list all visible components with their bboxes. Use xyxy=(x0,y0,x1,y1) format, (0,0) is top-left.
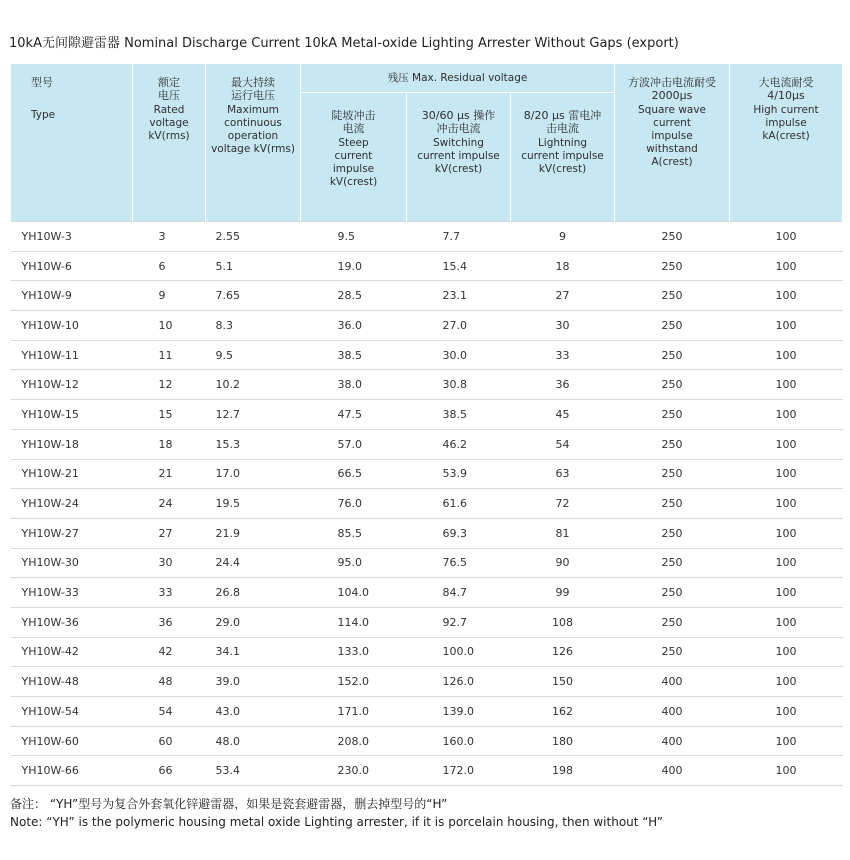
cell-steep: 133.0 xyxy=(301,637,407,667)
cell-steep: 36.0 xyxy=(301,311,407,341)
cell-maxop: 48.0 xyxy=(206,726,301,756)
cell-high: 100 xyxy=(730,251,843,281)
cell-maxop: 12.7 xyxy=(206,400,301,430)
cell-switch: 139.0 xyxy=(407,697,511,727)
cell-rated: 54 xyxy=(133,697,206,727)
cell-rated: 33 xyxy=(133,578,206,608)
spec-table xyxy=(10,64,843,786)
cell-high: 100 xyxy=(730,222,843,252)
cell-type: YH10W-3 xyxy=(11,222,133,252)
table-row xyxy=(11,370,843,400)
table-row xyxy=(11,489,843,519)
cell-type: YH10W-9 xyxy=(11,281,133,311)
cell-square: 250 xyxy=(615,548,730,578)
table-row xyxy=(11,548,843,578)
cell-type: YH10W-36 xyxy=(11,607,133,637)
header-rated xyxy=(133,64,206,222)
cell-lightning: 72 xyxy=(511,489,615,519)
cell-switch: 46.2 xyxy=(407,429,511,459)
cell-steep: 57.0 xyxy=(301,429,407,459)
cell-square: 250 xyxy=(615,578,730,608)
cell-square: 250 xyxy=(615,370,730,400)
cell-type: YH10W-21 xyxy=(11,459,133,489)
table-row xyxy=(11,667,843,697)
cell-switch: 23.1 xyxy=(407,281,511,311)
cell-type: YH10W-60 xyxy=(11,726,133,756)
cell-high: 100 xyxy=(730,578,843,608)
cell-high: 100 xyxy=(730,518,843,548)
cell-lightning: 108 xyxy=(511,607,615,637)
cell-maxop: 43.0 xyxy=(206,697,301,727)
cell-switch: 38.5 xyxy=(407,400,511,430)
note-english: Note: “YH” is the polymeric housing metal oxide Lighting arrester, if it is porcelain housing, then without “H” xyxy=(10,815,664,829)
cell-rated: 6 xyxy=(133,251,206,281)
cell-type: YH10W-18 xyxy=(11,429,133,459)
cell-steep: 85.5 xyxy=(301,518,407,548)
cell-steep: 152.0 xyxy=(301,667,407,697)
cell-switch: 30.8 xyxy=(407,370,511,400)
cell-steep: 104.0 xyxy=(301,578,407,608)
cell-maxop: 2.55 xyxy=(206,222,301,252)
table-row xyxy=(11,697,843,727)
header-switch-cn: 30/60 μs 操作冲击电流 xyxy=(421,109,496,135)
cell-high: 100 xyxy=(730,726,843,756)
table-row xyxy=(11,726,843,756)
cell-switch: 53.9 xyxy=(407,459,511,489)
cell-high: 100 xyxy=(730,311,843,341)
cell-maxop: 17.0 xyxy=(206,459,301,489)
cell-square: 250 xyxy=(615,311,730,341)
header-high-en: High current impulse kA(crest) xyxy=(753,104,819,142)
cell-type: YH10W-48 xyxy=(11,667,133,697)
header-maxop-cn: 最大持续 运行电压 xyxy=(231,76,275,102)
cell-square: 400 xyxy=(615,756,730,786)
cell-rated: 18 xyxy=(133,429,206,459)
cell-square: 250 xyxy=(615,637,730,667)
cell-steep: 38.0 xyxy=(301,370,407,400)
header-square xyxy=(615,64,730,222)
header-lightning-cn: 8/20 μs 雷电冲击电流 xyxy=(523,109,602,135)
cell-maxop: 7.65 xyxy=(206,281,301,311)
cell-maxop: 19.5 xyxy=(206,489,301,519)
cell-steep: 9.5 xyxy=(301,222,407,252)
header-high-cn: 大电流耐受 4/10μs xyxy=(758,76,814,102)
cell-square: 250 xyxy=(615,518,730,548)
header-square-cn: 方波冲击电流耐受 2000μs xyxy=(628,76,717,102)
table-row xyxy=(11,400,843,430)
cell-high: 100 xyxy=(730,281,843,311)
header-switch-en: Switching current impulse kV(crest) xyxy=(417,137,500,175)
cell-lightning: 63 xyxy=(511,459,615,489)
cell-lightning: 45 xyxy=(511,400,615,430)
cell-switch: 27.0 xyxy=(407,311,511,341)
cell-maxop: 10.2 xyxy=(206,370,301,400)
cell-square: 250 xyxy=(615,429,730,459)
cell-rated: 60 xyxy=(133,726,206,756)
cell-square: 250 xyxy=(615,281,730,311)
page-title: 10kA无间隙避雷器 Nominal Discharge Current 10kA Metal-oxide Lighting Arrester Without Gaps (export) xyxy=(9,36,679,51)
cell-rated: 11 xyxy=(133,340,206,370)
table-row xyxy=(11,578,843,608)
cell-square: 400 xyxy=(615,667,730,697)
cell-square: 400 xyxy=(615,697,730,727)
cell-lightning: 126 xyxy=(511,637,615,667)
cell-type: YH10W-11 xyxy=(11,340,133,370)
header-steep-cn: 陡坡冲击 电流 xyxy=(331,109,376,135)
cell-lightning: 198 xyxy=(511,756,615,786)
cell-type: YH10W-6 xyxy=(11,251,133,281)
cell-square: 250 xyxy=(615,489,730,519)
cell-switch: 30.0 xyxy=(407,340,511,370)
cell-maxop: 8.3 xyxy=(206,311,301,341)
cell-square: 250 xyxy=(615,459,730,489)
cell-square: 250 xyxy=(615,607,730,637)
table-row xyxy=(11,251,843,281)
cell-switch: 69.3 xyxy=(407,518,511,548)
header-steep xyxy=(301,93,407,222)
cell-switch: 15.4 xyxy=(407,251,511,281)
cell-rated: 36 xyxy=(133,607,206,637)
cell-steep: 114.0 xyxy=(301,607,407,637)
header-type-en: Type xyxy=(31,109,56,121)
cell-high: 100 xyxy=(730,370,843,400)
cell-maxop: 9.5 xyxy=(206,340,301,370)
table-row xyxy=(11,756,843,786)
cell-switch: 126.0 xyxy=(407,667,511,697)
cell-lightning: 90 xyxy=(511,548,615,578)
table-row xyxy=(11,340,843,370)
header-steep-en: Steep current impulse kV(crest) xyxy=(329,137,378,188)
cell-steep: 28.5 xyxy=(301,281,407,311)
header-maxop xyxy=(206,64,301,222)
cell-lightning: 99 xyxy=(511,578,615,608)
cell-high: 100 xyxy=(730,489,843,519)
cell-maxop: 5.1 xyxy=(206,251,301,281)
cell-rated: 42 xyxy=(133,637,206,667)
cell-switch: 76.5 xyxy=(407,548,511,578)
cell-square: 250 xyxy=(615,251,730,281)
cell-switch: 84.7 xyxy=(407,578,511,608)
cell-high: 100 xyxy=(730,697,843,727)
table-row xyxy=(11,637,843,667)
cell-high: 100 xyxy=(730,607,843,637)
cell-maxop: 15.3 xyxy=(206,429,301,459)
cell-maxop: 39.0 xyxy=(206,667,301,697)
cell-high: 100 xyxy=(730,667,843,697)
cell-rated: 27 xyxy=(133,518,206,548)
cell-type: YH10W-54 xyxy=(11,697,133,727)
cell-high: 100 xyxy=(730,400,843,430)
cell-type: YH10W-27 xyxy=(11,518,133,548)
cell-type: YH10W-33 xyxy=(11,578,133,608)
cell-rated: 48 xyxy=(133,667,206,697)
header-high xyxy=(730,64,843,222)
cell-lightning: 27 xyxy=(511,281,615,311)
cell-lightning: 180 xyxy=(511,726,615,756)
cell-rated: 12 xyxy=(133,370,206,400)
cell-rated: 15 xyxy=(133,400,206,430)
cell-rated: 9 xyxy=(133,281,206,311)
cell-maxop: 21.9 xyxy=(206,518,301,548)
table-row xyxy=(11,607,843,637)
cell-switch: 7.7 xyxy=(407,222,511,252)
cell-steep: 38.5 xyxy=(301,340,407,370)
cell-lightning: 33 xyxy=(511,340,615,370)
cell-rated: 10 xyxy=(133,311,206,341)
cell-square: 250 xyxy=(615,340,730,370)
cell-maxop: 26.8 xyxy=(206,578,301,608)
cell-rated: 24 xyxy=(133,489,206,519)
cell-lightning: 162 xyxy=(511,697,615,727)
header-type-cn: 型号 xyxy=(31,76,53,89)
header-rated-en: Rated voltage kV(rms) xyxy=(148,104,190,142)
cell-maxop: 53.4 xyxy=(206,756,301,786)
cell-type: YH10W-10 xyxy=(11,311,133,341)
cell-maxop: 34.1 xyxy=(206,637,301,667)
cell-square: 250 xyxy=(615,400,730,430)
cell-lightning: 81 xyxy=(511,518,615,548)
header-rated-cn: 额定 电压 xyxy=(158,76,180,102)
table-row xyxy=(11,459,843,489)
table-body xyxy=(11,222,843,786)
table-row xyxy=(11,518,843,548)
cell-lightning: 9 xyxy=(511,222,615,252)
header-residual-label: 残压 Max. Residual voltage xyxy=(387,71,528,84)
cell-steep: 208.0 xyxy=(301,726,407,756)
cell-lightning: 36 xyxy=(511,370,615,400)
cell-high: 100 xyxy=(730,637,843,667)
cell-type: YH10W-24 xyxy=(11,489,133,519)
cell-high: 100 xyxy=(730,429,843,459)
cell-square: 400 xyxy=(615,726,730,756)
cell-rated: 3 xyxy=(133,222,206,252)
cell-rated: 21 xyxy=(133,459,206,489)
cell-steep: 171.0 xyxy=(301,697,407,727)
cell-lightning: 150 xyxy=(511,667,615,697)
cell-high: 100 xyxy=(730,459,843,489)
cell-type: YH10W-42 xyxy=(11,637,133,667)
table-row xyxy=(11,429,843,459)
cell-maxop: 29.0 xyxy=(206,607,301,637)
cell-high: 100 xyxy=(730,548,843,578)
cell-lightning: 54 xyxy=(511,429,615,459)
header-switch xyxy=(407,93,511,222)
cell-rated: 30 xyxy=(133,548,206,578)
cell-type: YH10W-66 xyxy=(11,756,133,786)
cell-maxop: 24.4 xyxy=(206,548,301,578)
cell-steep: 47.5 xyxy=(301,400,407,430)
header-type xyxy=(11,64,133,222)
cell-switch: 61.6 xyxy=(407,489,511,519)
cell-switch: 160.0 xyxy=(407,726,511,756)
header-lightning-en: Lightning current impulse kV(crest) xyxy=(521,137,604,175)
header-square-en: Square wave current impulse withstand A(crest) xyxy=(638,104,707,168)
cell-high: 100 xyxy=(730,340,843,370)
cell-high: 100 xyxy=(730,756,843,786)
cell-lightning: 30 xyxy=(511,311,615,341)
cell-steep: 66.5 xyxy=(301,459,407,489)
note-chinese: 备注： “YH”型号为复合外套氧化锌避雷器，如果是瓷套避雷器，删去掉型号的“H” xyxy=(10,797,448,811)
cell-square: 250 xyxy=(615,222,730,252)
header-lightning xyxy=(511,93,615,222)
cell-rated: 66 xyxy=(133,756,206,786)
cell-steep: 19.0 xyxy=(301,251,407,281)
table-row xyxy=(11,281,843,311)
cell-switch: 100.0 xyxy=(407,637,511,667)
cell-lightning: 18 xyxy=(511,251,615,281)
cell-steep: 76.0 xyxy=(301,489,407,519)
header-residual xyxy=(301,64,615,93)
table-row xyxy=(11,222,843,252)
table-row xyxy=(11,311,843,341)
cell-steep: 230.0 xyxy=(301,756,407,786)
cell-type: YH10W-30 xyxy=(11,548,133,578)
header-maxop-en: Maximum continuous operation voltage kV(rms) xyxy=(211,104,295,155)
cell-steep: 95.0 xyxy=(301,548,407,578)
cell-switch: 172.0 xyxy=(407,756,511,786)
cell-type: YH10W-15 xyxy=(11,400,133,430)
cell-type: YH10W-12 xyxy=(11,370,133,400)
cell-switch: 92.7 xyxy=(407,607,511,637)
